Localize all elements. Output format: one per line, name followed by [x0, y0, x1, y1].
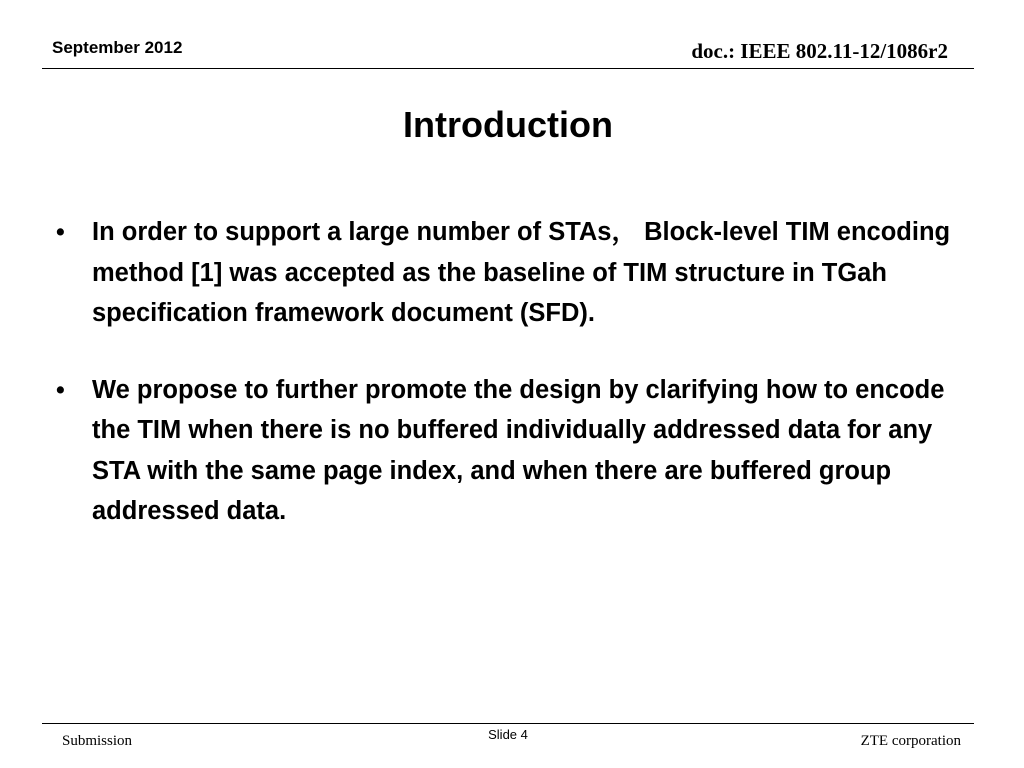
bullet-text: We propose to further promote the design by clarifying how to encode the TIM when there is no buffered individually addressed data for any STA with the same page index, and when there are buffered group addressed data.: [92, 375, 945, 525]
header-divider: [42, 68, 974, 69]
bullet-text: In order to support a large number of STAs， Block-level TIM encoding method [1] was accepted as the baseline of TIM structure in TGah specification framework document (SFD).: [92, 218, 951, 327]
slide-title: Introduction: [403, 104, 613, 145]
document-id: doc.: IEEE 802.11-12/1086r2: [691, 39, 948, 63]
bullet-item: [56, 370, 956, 532]
bullet-marker: •: [56, 375, 65, 404]
bullet-marker: •: [56, 218, 65, 246]
slide-number: Slide 4: [488, 727, 528, 742]
footer-organization: ZTE corporation: [860, 733, 961, 749]
footer-divider: [42, 723, 974, 724]
bullet-list: [56, 212, 956, 568]
bullet-item: [56, 212, 956, 334]
header-date: September 2012: [52, 38, 183, 57]
footer-submission: Submission: [62, 733, 133, 749]
